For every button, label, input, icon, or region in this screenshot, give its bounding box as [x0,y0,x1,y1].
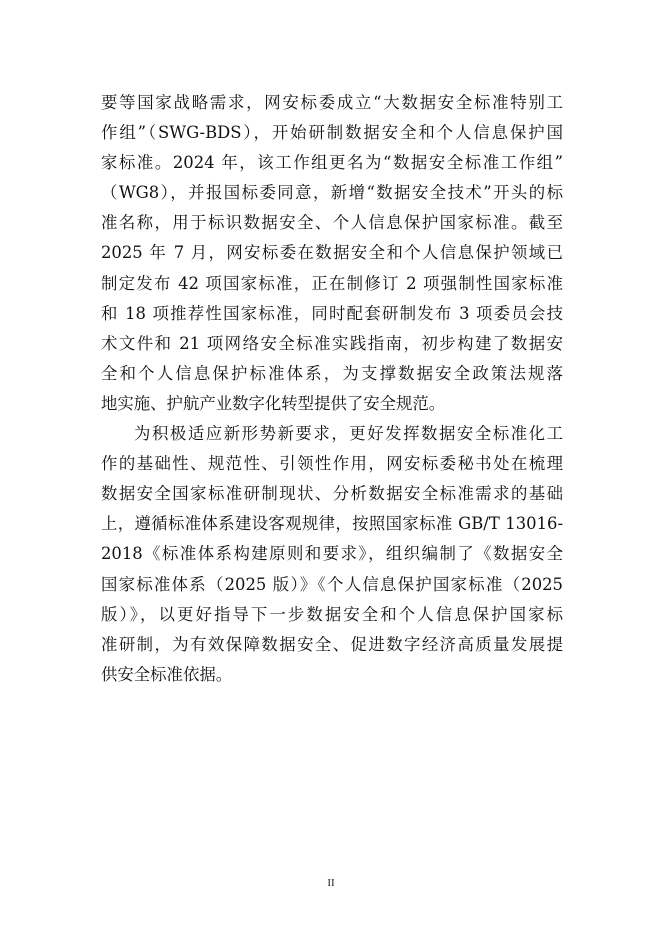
text-line: 制定发布 42 项国家标准，正在制修订 2 项强制性国家标准 [101,273,563,293]
text-line: 准名称，用于标识数据安全、个人信息保护国家标准。截至 [101,213,563,233]
text-line: 术文件和 21 项网络安全标准实践指南，初步构建了数据安 [101,333,563,353]
text-line: 作的基础性、规范性、引领性作用，网安标委秘书处在梳理 [101,454,563,474]
text-line: 和 18 项推荐性国家标准，同时配套研制发布 3 项委员会技 [101,303,563,323]
paragraph-2 [101,419,563,690]
text-line: 准研制，为有效保障数据安全、促进数字经济高质量发展提 [101,634,563,654]
text-line: 为积极适应新形势新要求，更好发挥数据安全标准化工 [134,424,563,444]
paragraph-1 [101,88,563,419]
page-number: II [327,877,335,889]
text-line: 版）》，以更好指导下一步数据安全和个人信息保护国家标 [101,604,563,624]
text-line: 地实施、护航产业数字化转型提供了安全规范。 [101,393,446,413]
text-line: 2025 年 7 月，网安标委在数据安全和个人信息保护领域已 [101,243,563,263]
text-line: 数据安全国家标准研制现状、分析数据安全标准需求的基础 [101,484,563,504]
text-line: 作组”（SWG-BDS），开始研制数据安全和个人信息保护国 [101,123,563,143]
text-line: 2018《标准体系构建原则和要求》，组织编制了《数据安全 [101,544,563,564]
text-line: 上，遵循标准体系建设客观规律，按照国家标准 GB/T 13016- [101,514,563,534]
text-line: 家标准。2024 年，该工作组更名为“数据安全标准工作组” [101,153,563,173]
text-line: （WG8），并报国标委同意，新增“数据安全技术”开头的标 [101,183,563,203]
text-line: 国家标准体系（2025 版）》《个人信息保护国家标准（2025 [101,574,563,594]
text-line: 全和个人信息保护标准体系，为支撑数据安全政策法规落 [101,363,563,383]
text-line: 要等国家战略需求，网安标委成立“大数据安全标准特别工 [101,93,563,112]
body-text [101,88,563,690]
text-line: 供安全标准依据。 [101,664,233,684]
